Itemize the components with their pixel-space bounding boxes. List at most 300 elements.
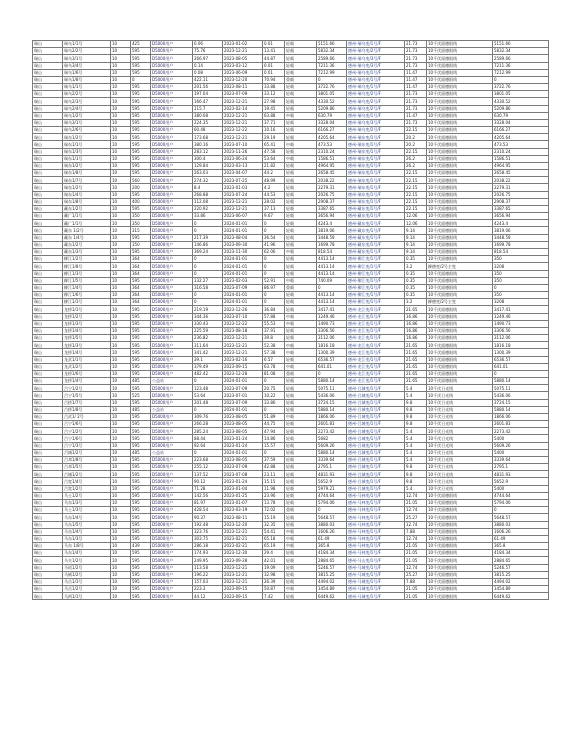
cell-grade: 轻载 [285,170,317,177]
table-row [33,55,549,62]
cell-usage: 113.58 [193,564,223,571]
cell-amount: 5880.14 [317,449,347,456]
table-row [33,464,549,471]
cell-date: 2023-06-07 [223,213,263,220]
cell-vendor: 10千伏面德阳线 [427,528,493,535]
cell-grade: 轻载 [285,119,317,126]
cell-kva: 364 [131,270,151,277]
table-row [33,564,549,571]
cell-account: 瑞乌2/6号 [63,127,111,134]
cell-rate: 6.57 [263,356,285,363]
cell-account: 藏东1/2号 [63,241,111,248]
cell-rate: 0 [263,227,285,234]
cell-date: 2023-08-04 [223,234,263,241]
cell-usage: 75.76 [193,48,223,55]
cell-area: 瑞山 [33,392,63,399]
cell-kva: 595 [131,428,151,435]
cell-tariff: D5000用户 [151,306,193,313]
cell-price: 21.73 [405,41,427,48]
cell-total: 1699.78 [493,241,549,248]
cell-tariff: D5000用户 [151,399,193,406]
cell-amount: 2026.75 [317,191,347,198]
cell-usage: 303.75 [193,535,223,542]
cell-date: 2023-12-21 [223,342,263,349]
cell-rate: 37.13 [263,205,285,212]
cell-meter: 德州-瑞东变/1号/F [347,177,405,184]
cell-meter: 德州-马城变/1号/F [347,564,405,571]
cell-area: 瑞山 [33,586,63,593]
cell-date: 2023-12-21 [223,198,263,205]
cell-area: 瑞山 [33,456,63,463]
cell-total: 5209.86 [493,105,549,112]
cell-meter: 德州-瑞东变/1号/F [347,184,405,191]
cell-rate: 55.53 [263,320,285,327]
cell-vendor: 10千伏面德阳线 [427,535,493,542]
cell-tariff: 公益站 [151,449,193,456]
table-row [33,256,549,263]
cell-date: 2023-12-21 [223,571,263,578]
cell-ph: 10 [111,299,131,306]
cell-amount: 6449.62 [317,593,347,600]
cell-total: 5609.26 [493,442,549,449]
cell-area: 瑞山 [33,256,63,263]
cell-amount: 5209.86 [317,105,347,112]
cell-rate: 50.87 [263,586,285,593]
cell-amount: 0 [317,76,347,83]
cell-price: 21.73 [405,91,427,98]
cell-kva: 595 [131,464,151,471]
cell-price: 16.86 [405,320,427,327]
cell-total: 5151.66 [493,41,549,48]
cell-area: 瑞山 [33,370,63,377]
cell-account: 吕邦1/5号 [63,464,111,471]
cell-usage: 0.08 [193,69,223,76]
cell-meter: 德州-瑞乌变/3号/F [347,119,405,126]
cell-vendor: 10千伏面德阳线 [427,378,493,385]
cell-vendor: 10千伏日光线 [427,485,493,492]
cell-date: 2023-02-21 [223,543,263,550]
cell-grade: 轻载 [285,478,317,485]
cell-tariff: D5000用户 [151,349,193,356]
cell-date: 2023-01-24 [223,442,263,449]
table-row [33,105,549,112]
table-row [33,98,549,105]
cell-vendor: 10千伏面德阳线 [427,76,493,83]
cell-account: 吕武1/ 2号 [63,413,111,420]
cell-kva: 595 [131,413,151,420]
cell-vendor: 10千伏面德阳线 [427,320,493,327]
cell-grade: 轻载 [285,69,317,76]
cell-rate: 19.09 [263,564,285,571]
table-row [33,241,549,248]
cell-area: 瑞山 [33,442,63,449]
cell-kva: 485 [131,449,151,456]
cell-ph: 10 [111,119,131,126]
cell-grade: 中载 [285,112,317,119]
cell-tariff: D5000用户 [151,507,193,514]
cell-usage: 201.48 [193,399,223,406]
cell-ph: 10 [111,370,131,377]
cell-ph: 10 [111,177,131,184]
cell-area: 瑞山 [33,105,63,112]
cell-kva: 595 [131,492,151,499]
cell-grade: 轻载 [285,41,317,48]
cell-vendor: 10千伏面德阳线 [427,55,493,62]
cell-ph: 10 [111,578,131,585]
cell-price: 3.2 [405,263,427,270]
cell-meter: 德州-柳江变/1号/F [347,284,405,291]
cell-area: 瑞山 [33,543,63,550]
cell-tariff: D5000用户 [151,256,193,263]
cell-usage: 219.19 [193,306,223,313]
cell-usage: 224.35 [193,119,223,126]
cell-meter: 德州-吕城变/1号/F [347,413,405,420]
cell-total: 2795.1 [493,464,549,471]
cell-account: 马东1/3号 [63,500,111,507]
cell-amount: 818.54 [317,248,347,255]
cell-kva: 595 [131,148,151,155]
table-row [33,162,549,169]
cell-account: 马两1/1号 [63,593,111,600]
cell-price: 22.15 [405,191,427,198]
cell-rate: 37.91 [263,327,285,334]
cell-amount: 2795.1 [317,464,347,471]
cell-account: 吕桥1/8号 [63,406,111,413]
cell-rate: 0 [263,263,285,270]
cell-kva: 595 [131,306,151,313]
cell-rate: 11.98 [263,485,285,492]
cell-total: 350 [493,270,549,277]
cell-rate: 37.71 [263,119,285,126]
cell-amount: 4413.14 [317,292,347,299]
cell-vendor: 10千伏面德阳线 [427,127,493,134]
cell-area: 瑞山 [33,134,63,141]
cell-total: 4494.02 [493,578,549,585]
cell-date: 2023-12-21 [223,349,263,356]
cell-grade: 中载 [285,586,317,593]
cell-rate: 0 [263,299,285,306]
cell-grade: 轻载 [285,213,317,220]
cell-vendor: 10千伏面德阳线 [427,335,493,342]
cell-area: 瑞山 [33,413,63,420]
cell-usage: 123.48 [193,385,223,392]
cell-meter: 德州-瑞东变/1号/F [347,155,405,162]
cell-rate: 9.67 [263,213,285,220]
cell-amount: 3387.65 [317,205,347,212]
cell-price: 21.73 [405,98,427,105]
cell-price: 21.65 [405,356,427,363]
cell-date: 2024-01-01 [223,227,263,234]
cell-meter: 德州-吕城变/1号/F [347,471,405,478]
cell-meter: 德州-马城变/1号/F [347,578,405,585]
cell-price: 9.8 [405,399,427,406]
cell-usage: 39.1 [193,356,223,363]
cell-total: 2026.75 [493,191,549,198]
cell-meter: 德州-吕城变/1号/F [347,421,405,428]
cell-kva: 0 [131,76,151,83]
cell-ph: 10 [111,227,131,234]
cell-area: 瑞山 [33,514,63,521]
cell-ph: 10 [111,406,131,413]
cell-area: 瑞山 [33,270,63,277]
cell-total: 1249.46 [493,313,549,320]
cell-rate: 26.39 [263,578,285,585]
cell-total: 4243.4 [493,220,549,227]
cell-grade: 轻载 [285,449,317,456]
cell-account: 吕宁1/5号 [63,392,111,399]
cell-price: 21.65 [405,378,427,385]
cell-tariff: D5000用户 [151,270,193,277]
cell-usage: 341.42 [193,349,223,356]
cell-meter: 德州-龙江变/1号/F [347,378,405,385]
cell-kva: 595 [131,535,151,542]
cell-area: 瑞山 [33,148,63,155]
cell-tariff: D5000用户 [151,571,193,578]
cell-amount: 0 [317,284,347,291]
cell-meter: 德州-吕城变/1号/F [347,485,405,492]
cell-account: 吕城1/2号 [63,471,111,478]
cell-total: 5400 [493,485,549,492]
cell-meter: 德州-龙江变/1号/F [347,349,405,356]
cell-price: 21.05 [405,593,427,600]
cell-usage: 0 [193,449,223,456]
cell-rate: 0.01 [263,62,285,69]
cell-tariff: D5000用户 [151,385,193,392]
cell-total: 3656.94 [493,213,549,220]
cell-usage: 0 [193,227,223,234]
cell-tariff: D5000用户 [151,241,193,248]
cell-date: 2023-03-13 [223,162,263,169]
cell-usage: 0 [193,256,223,263]
cell-price: 20.2 [405,134,427,141]
cell-account: 吕桥1/7号 [63,399,111,406]
table-row [33,456,549,463]
cell-total: 350 [493,256,549,263]
cell-vendor: 10千伏面德阳线 [427,313,493,320]
cell-amount: 641.01 [317,363,347,370]
table-row [33,220,549,227]
cell-usage: 0 [193,270,223,277]
cell-area: 瑞山 [33,91,63,98]
cell-date: 2024-01-01 [223,449,263,456]
cell-area: 瑞山 [33,449,63,456]
cell-usage: 217.39 [193,234,223,241]
cell-meter: 德州-吕城变/1号/F [347,385,405,392]
cell-kva: 315 [131,227,151,234]
cell-date: 2024-01-01 [223,270,263,277]
cell-usage: 380.16 [193,141,223,148]
cell-usage: 286.18 [193,543,223,550]
cell-date: 2023-03-12 [223,62,263,69]
cell-vendor: 10千伏面德阳线 [427,141,493,148]
cell-area: 瑞山 [33,363,63,370]
cell-grade: 轻载 [285,578,317,585]
table-row [33,478,549,485]
cell-meter: 德州-马林变/1号/F [347,507,405,514]
cell-total: 3328.04 [493,119,549,126]
cell-rate: 47.94 [263,428,285,435]
cell-price: 21.65 [405,363,427,370]
cell-price: 12.74 [405,507,427,514]
cell-ph: 10 [111,184,131,191]
table-row [33,327,549,334]
cell-amount: 2589.66 [317,55,347,62]
cell-total: 5832.34 [493,48,549,55]
cell-ph: 10 [111,320,131,327]
cell-area: 瑞山 [33,155,63,162]
cell-ph: 10 [111,492,131,499]
cell-meter: 德州-藏东变/1号/F [347,234,405,241]
cell-usage: 146.86 [193,241,223,248]
cell-kva: 595 [131,327,151,334]
cell-price: 26.2 [405,155,427,162]
cell-tariff: D5000用户 [151,148,193,155]
cell-tariff: D5000用户 [151,105,193,112]
cell-ph: 10 [111,557,131,564]
cell-price: 9.8 [405,413,427,420]
table-row [33,62,549,69]
cell-date: 2023-08-05 [223,55,263,62]
cell-kva: 560 [131,177,151,184]
table-row [33,349,549,356]
cell-price: 9.14 [405,248,427,255]
cell-tariff: D5000用户 [151,277,193,284]
cell-date: 2023-07-25 [223,177,263,184]
cell-usage: 311.64 [193,342,223,349]
cell-area: 瑞山 [33,385,63,392]
cell-price: 21.65 [405,370,427,377]
cell-total: 61.49 [493,535,549,542]
cell-kva: 595 [131,571,151,578]
cell-meter: 德州-吕城变/1号/F [347,478,405,485]
cell-total: 2038.22 [493,177,549,184]
cell-rate: 42.88 [263,464,285,471]
cell-tariff: D5000用户 [151,198,193,205]
cell-total: 1454.89 [493,586,549,593]
cell-account: 藏广1/1号 [63,213,111,220]
cell-ph: 10 [111,378,131,385]
cell-total: 4744.64 [493,492,549,499]
cell-kva: 595 [131,363,151,370]
cell-kva: 595 [131,248,151,255]
cell-total: 2884.65 [493,557,549,564]
cell-amount: 0 [317,370,347,377]
cell-account: 吕宽1/4号 [63,478,111,485]
cell-tariff: D5000用户 [151,234,193,241]
cell-account: 吕邦1/8号 [63,456,111,463]
cell-amount: 0 [317,507,347,514]
cell-grade: 轻载 [285,485,317,492]
cell-usage: 266.28 [193,421,223,428]
cell-price: 9.8 [405,464,427,471]
cell-total: 5436.06 [493,392,549,399]
cell-ph: 10 [111,98,131,105]
cell-tariff: D5000用户 [151,205,193,212]
cell-account: 龙桥1/3号 [63,320,111,327]
cell-account: 瑞乌1/8号 [63,76,111,83]
cell-area: 瑞山 [33,313,63,320]
cell-grade: 轻载 [285,500,317,507]
cell-usage: 71.28 [193,485,223,492]
cell-kva: 595 [131,335,151,342]
cell-tariff: D5000用户 [151,155,193,162]
cell-usage: 274.32 [193,177,223,184]
cell-amount: 1586.51 [317,155,347,162]
cell-vendor: 10千伏面德阳线 [427,507,493,514]
cell-ph: 10 [111,198,131,205]
cell-area: 瑞山 [33,248,63,255]
cell-vendor: 柳德变/2号主变 [427,299,493,306]
cell-total: 3417.41 [493,306,549,313]
table-row [33,385,549,392]
cell-total: 5400 [493,449,549,456]
cell-meter: 德州-瑞乌变/2号/F [347,48,405,55]
cell-total: 3801.05 [493,91,549,98]
cell-price: 22.15 [405,205,427,212]
cell-price: 22.15 [405,170,427,177]
cell-kva: 364 [131,284,151,291]
cell-tariff: D5000用户 [151,528,193,535]
cell-vendor: 10千伏日光线 [427,392,493,399]
cell-grade: 轻载 [285,177,317,184]
table-row [33,335,549,342]
cell-price: 9.14 [405,234,427,241]
cell-meter: 德州-马林变/1号/F [347,528,405,535]
cell-kva: 595 [131,105,151,112]
cell-vendor: 10千伏面德阳线 [427,492,493,499]
cell-total: 2601.81 [493,421,549,428]
cell-rate: 65.19 [263,543,285,550]
table-row [33,127,549,134]
cell-meter: 德州-龙江变/1号/F [347,327,405,334]
cell-vendor: 柳德变/2号主变 [427,263,493,270]
cell-date: 2023-12-21 [223,112,263,119]
table-row [33,392,549,399]
cell-account: 龙桥1/2号 [63,313,111,320]
cell-grade: 中载 [285,320,317,327]
cell-usage: 428.54 [193,507,223,514]
cell-ph: 10 [111,535,131,542]
cell-account: 吕宁1/6号 [63,435,111,442]
cell-usage: 330.43 [193,320,223,327]
cell-kva: 439 [131,543,151,550]
cell-total: 3722.76 [493,84,549,91]
cell-meter: 德州-藏东变/1号/F [347,227,405,234]
cell-ph: 10 [111,385,131,392]
cell-grade: 轻载 [285,385,317,392]
cell-kva: 485 [131,406,151,413]
cell-grade: 重载 [285,370,317,377]
cell-rate: 4.2 [263,184,285,191]
cell-meter: 德州-吕城变/1号/F [347,449,405,456]
cell-price: 5.4 [405,449,427,456]
cell-tariff: D5000用户 [151,55,193,62]
cell-tariff: D5000用户 [151,213,193,220]
cell-area: 瑞山 [33,564,63,571]
cell-date: 2023-06-09 [223,69,263,76]
cell-grade: 重载 [285,507,317,514]
table-row [33,514,549,521]
cell-amount: 2601.81 [317,421,347,428]
cell-kva: 595 [131,442,151,449]
cell-vendor: 10千伏面德阳线 [427,521,493,528]
cell-total: 6536.57 [493,356,549,363]
cell-vendor: 10千伏面德阳线 [427,105,493,112]
cell-rate: 15.15 [263,478,285,485]
cell-account: 柳江1/1号 [63,299,111,306]
cell-total: 350 [493,292,549,299]
cell-ph: 10 [111,248,131,255]
